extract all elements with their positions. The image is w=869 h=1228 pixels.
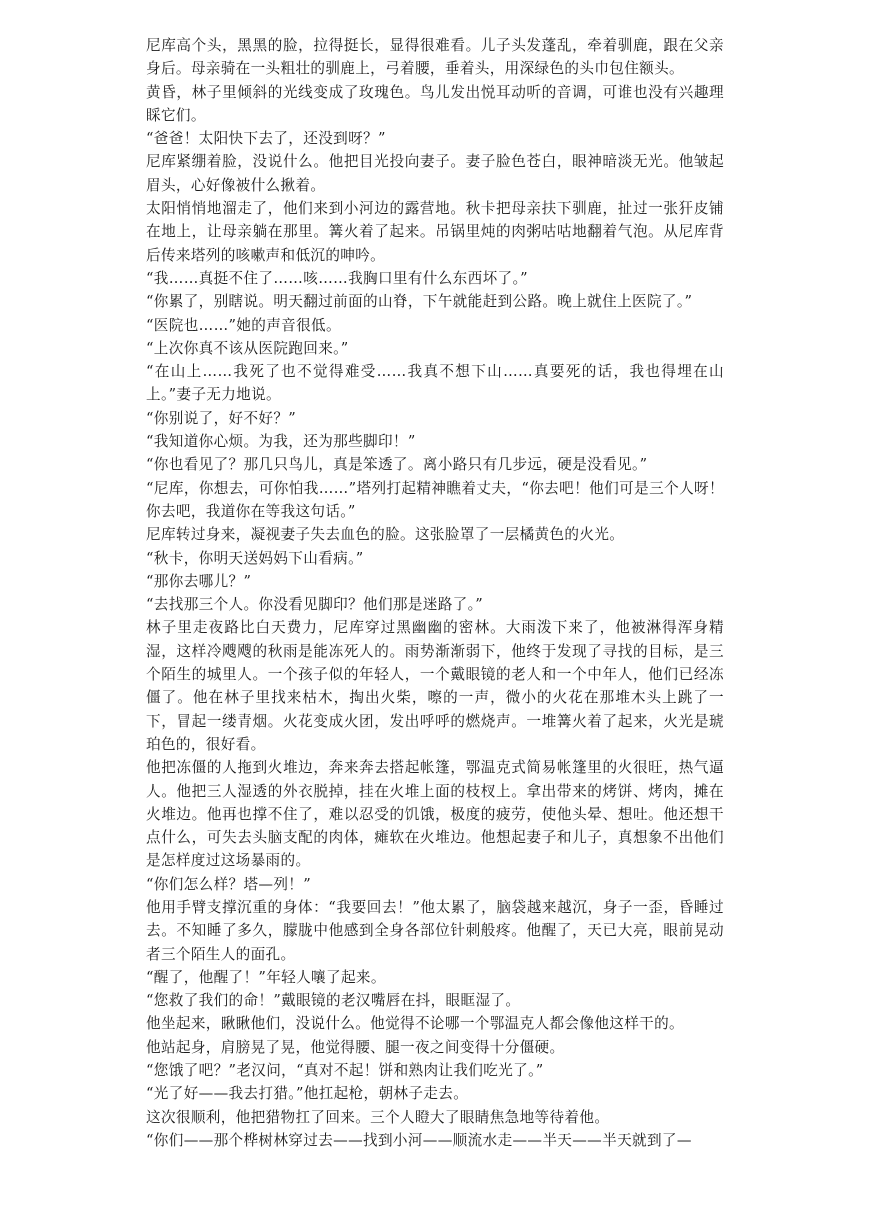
paragraph: 林子里走夜路比白天费力，尼库穿过黑幽幽的密林。大雨泼下来了，他被淋得浑身精湿，这样冷飕飕的秋雨是能冻死人的。雨势渐渐弱下，他终于发现了寻找的目标，是三个陌生的城里人。一个孩子似的年轻人，一个戴眼镜的老人和一个中年人，他们已经冻僵了。他在林子里找来枯木，掏出火柴，嚓的一声，微小的火花在那堆木头上跳了一下，冒起一缕青烟。火花变成火团，发出呼呼的燃烧声。一堆篝火着了起来，火光是琥珀色的，很好看。 (146, 619, 724, 753)
paragraph: 他用手臂支撑沉重的身体：“我要回去！”他太累了，脑袋越来越沉，身子一歪，昏睡过去。不知睡了多久，朦胧中他感到全身各部位针刺般疼。他醒了，天已大亮，眼前晃动者三个陌生人的面孔。 (146, 898, 724, 963)
paragraph: 他把冻僵的人拖到火堆边，奔来奔去搭起帐篷，鄂温克式简易帐篷里的火很旺，热气逼人。他把三人湿透的外衣脱掉，挂在火堆上面的枝杈上。拿出带来的烤饼、烤肉，摊在火堆边。他再也撑不住了，难以忍受的饥饿，极度的疲劳，使他头晕、想吐。他还想干点什么，可失去头脑支配的肉体，瘫软在火堆边。他想起妻子和儿子，真想象不出他们是怎样度过这场暴雨的。 (146, 759, 724, 870)
paragraph: 尼库紧绷着脸，没说什么。他把目光投向妻子。妻子脸色苍白，眼神暗淡无光。他皱起眉头，心好像被什么揪着。 (146, 153, 724, 194)
paragraph: “您救了我们的命！”戴眼镜的老汉嘴唇在抖，眼眶湿了。 (146, 992, 521, 1010)
paragraph: “我……真挺不住了……咳……我胸口里有什么东西坏了。” (146, 269, 528, 287)
paragraph: “医院也……”她的声音很低。 (146, 316, 341, 334)
paragraph: 黄昏，林子里倾斜的光线变成了玫瑰色。鸟儿发出悦耳动听的音调，可谁也没有兴趣理睬它们。 (146, 83, 724, 124)
document-page (146, 34, 724, 1152)
paragraph: “去找那三个人。你没看见脚印？他们那是迷路了。” (146, 596, 484, 614)
paragraph: 他站起身，肩膀晃了晃，他觉得腰、腿一夜之间变得十分僵硬。 (146, 1038, 565, 1056)
paragraph: “你们怎么样？塔—列！” (146, 875, 312, 893)
paragraph: “你也看见了？那几只鸟儿，真是笨透了。离小路只有几步远，硬是没看见。” (146, 456, 648, 474)
paragraph: 尼库高个头，黑黑的脸，拉得挺长，显得很难看。儿子头发蓬乱，牵着驯鹿，跟在父亲身后。母亲骑在一头粗壮的驯鹿上，弓着腰，垂着头，用深绿色的头巾包住额头。 (146, 37, 724, 78)
paragraph: “光了好——我去打猎。”他扛起枪，朝林子走去。 (146, 1085, 469, 1103)
paragraph: “我知道你心烦。为我，还为那些脚印！” (146, 433, 416, 451)
paragraph: “爸爸！太阳快下去了，还没到呀？” (146, 130, 386, 148)
paragraph: “上次你真不该从医院跑回来。” (146, 339, 349, 357)
paragraph: 这次很顺利，他把猎物扛了回来。三个人瞪大了眼睛焦急地等待着他。 (146, 1108, 610, 1126)
paragraph: “您饿了吧？”老汉问，“真对不起！饼和熟肉让我们吃光了。” (146, 1062, 544, 1080)
paragraph: 太阳悄悄地溜走了，他们来到小河边的露营地。秋卡把母亲扶下驯鹿，扯过一张犴皮铺在地上，让母亲躺在那里。篝火着了起来。吊锅里炖的肉粥咕咕地翻着气泡。从尼库背后传来塔列的咳嗽声和低沉的呻吟。 (146, 200, 724, 264)
paragraph: 尼库转过身来，凝视妻子失去血色的脸。这张脸罩了一层橘黄色的火光。 (146, 526, 625, 544)
paragraph: “你别说了，好不好？” (146, 409, 297, 427)
paragraph: “那你去哪儿？” (146, 572, 252, 590)
paragraph: 他坐起来，瞅瞅他们，没说什么。他觉得不论哪一个鄂温克人都会像他这样干的。 (146, 1015, 684, 1033)
paragraph: “在山上……我死了也不觉得难受……我真不想下山……真要死的话，我也得埋在山上。”妻子无力地说。 (146, 363, 724, 404)
paragraph: “醒了，他醒了！”年轻人嚷了起来。 (146, 968, 386, 986)
paragraph: “你们——那个桦树林穿过去——找到小河——顺流水走——半天——半天就到了— (146, 1131, 692, 1149)
paragraph: “秋卡，你明天送妈妈下山看病。” (146, 549, 364, 567)
paragraph: “尼库，你想去，可你怕我……”塔列打起精神瞧着丈夫，“你去吧！他们可是三个人呀！你去吧，我道你在等我这句话。” (146, 479, 724, 520)
paragraph: “你累了，别瞎说。明天翻过前面的山脊，下午就能赶到公路。晚上就住上医院了。” (146, 293, 693, 311)
